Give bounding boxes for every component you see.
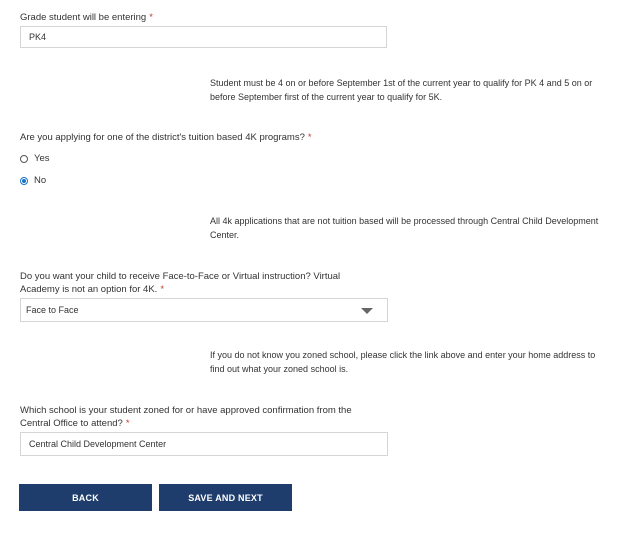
- tuition-option-yes[interactable]: [20, 153, 50, 164]
- grade-note: Student must be 4 on or before September 1st of the current year to qualify for PK 4 and 5 on or before September first of the current year to qualify for 5K.: [210, 78, 593, 102]
- school-input[interactable]: [20, 432, 388, 456]
- grade-input[interactable]: [20, 26, 387, 48]
- instruction-selected-value: Face to Face: [26, 305, 79, 315]
- radio-yes[interactable]: [20, 155, 28, 163]
- instruction-note: If you do not know you zoned school, please click the link above and enter your home address to find out what your zoned school is.: [210, 350, 596, 374]
- back-button[interactable]: BACK: [19, 484, 152, 511]
- tuition-question: Are you applying for one of the district's tuition based 4K programs? *: [20, 132, 312, 143]
- radio-yes-label: Yes: [34, 153, 50, 164]
- radio-no-label: No: [34, 175, 47, 186]
- school-question: Which school is your student zoned for or have approved confirmation from the Central Office to attend? *: [20, 405, 352, 429]
- chevron-down-icon[interactable]: [361, 308, 373, 314]
- required-mark: *: [125, 418, 130, 429]
- required-mark: *: [149, 12, 153, 23]
- required-mark: *: [307, 132, 312, 143]
- grade-label: Grade student will be entering *: [20, 12, 153, 23]
- save-and-next-button[interactable]: SAVE AND NEXT: [159, 484, 292, 511]
- tuition-note: All 4k applications that are not tuition based will be processed through Central Child Development Center.: [210, 216, 599, 240]
- instruction-select[interactable]: [20, 298, 388, 322]
- tuition-option-no[interactable]: [20, 175, 46, 186]
- instruction-question: Do you want your child to receive Face-to-Face or Virtual instruction? Virtual Academy is not an option for 4K. *: [20, 271, 341, 295]
- radio-no[interactable]: [20, 177, 28, 185]
- required-mark: *: [160, 284, 165, 295]
